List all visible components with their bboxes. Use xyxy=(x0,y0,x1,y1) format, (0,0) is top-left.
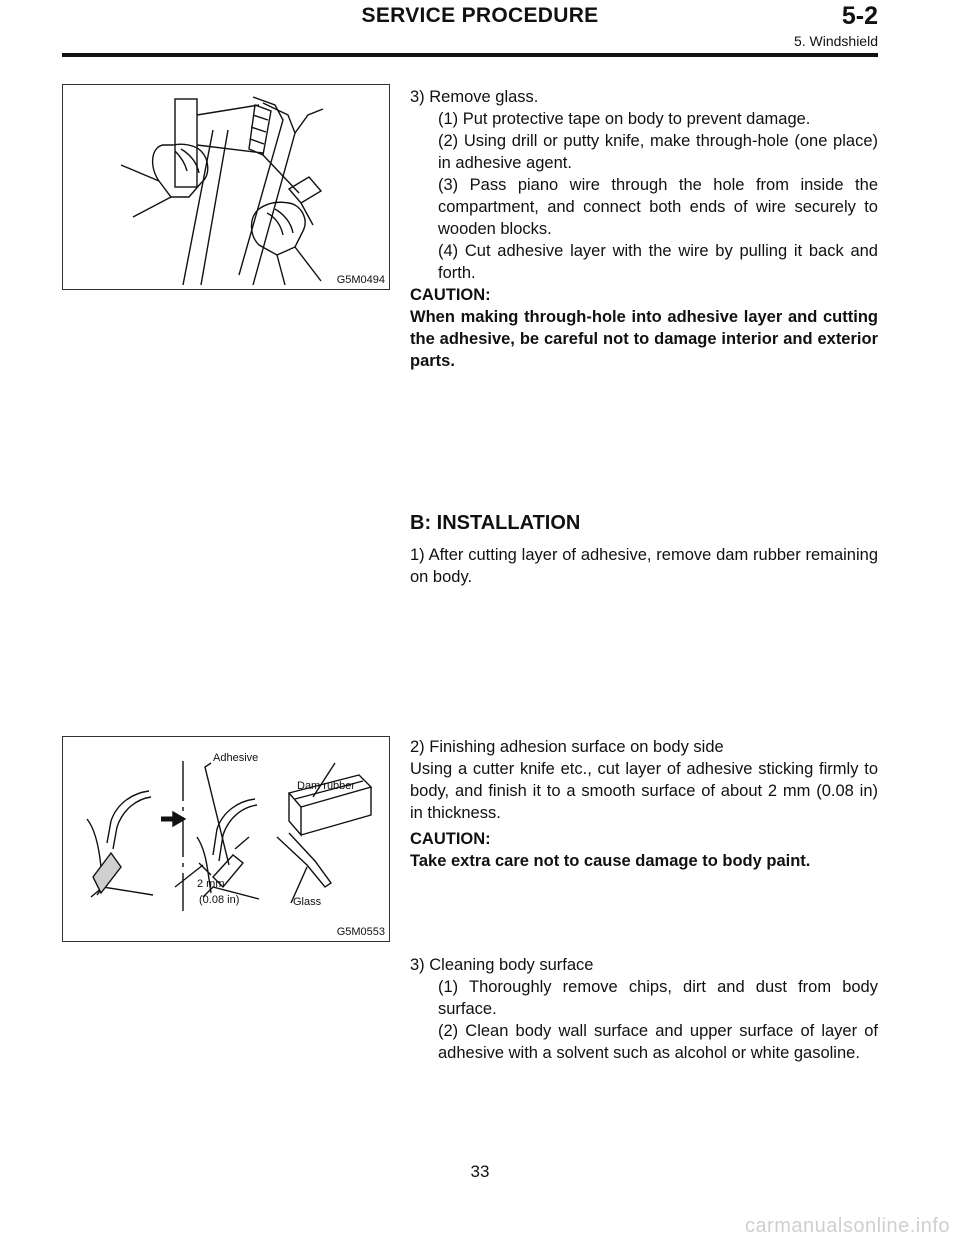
substep: (2) Clean body wall surface and upper surface of layer of adhesive with a solvent such as alcohol or white gasoline. xyxy=(438,1022,878,1062)
substep: (2) Using drill or putty knife, make through-hole (one place) in adhesive agent. xyxy=(438,132,878,172)
figure-wire-cutting xyxy=(62,84,390,290)
label-dam-rubber: Dam rubber xyxy=(297,780,356,792)
figure-adhesion-surface xyxy=(62,736,390,942)
step-text: 1) After cutting layer of adhesive, remove dam rubber remaining on body. xyxy=(410,546,878,586)
step-title: 3) Remove glass. xyxy=(410,88,539,106)
watermark: carmanualsonline.info xyxy=(744,1215,950,1237)
substep: (1) Thoroughly remove chips, dirt and dust from body surface. xyxy=(438,978,878,1018)
label-thickness-mm: 2 mm xyxy=(197,878,225,890)
removal-section xyxy=(410,86,878,372)
installation-step1 xyxy=(410,544,878,588)
label-adhesive: Adhesive xyxy=(213,752,259,764)
section-number: 5-2 xyxy=(841,2,878,30)
caution-title: CAUTION: xyxy=(410,830,491,848)
caution-text: Take extra care not to cause damage to body paint. xyxy=(410,852,811,870)
caution-text: When making through-hole into adhesive layer and cutting the adhesive, be careful not to damage interior and exterior parts. xyxy=(410,308,878,370)
header-rule xyxy=(62,53,878,57)
label-thickness-in: (0.08 in) xyxy=(199,894,240,906)
substep: (4) Cut adhesive layer with the wire by pulling it back and forth. xyxy=(438,242,878,282)
caution-title: CAUTION: xyxy=(410,286,491,304)
wire-cutting-illustration xyxy=(63,85,389,289)
section-heading: B: INSTALLATION xyxy=(410,512,581,534)
substep: (1) Put protective tape on body to prevent damage. xyxy=(438,110,811,128)
section-subtitle: 5. Windshield xyxy=(793,33,878,49)
page-title: SERVICE PROCEDURE xyxy=(361,4,599,27)
figure-code: G5M0553 xyxy=(336,926,385,938)
figure-code: G5M0494 xyxy=(336,274,385,286)
page-number: 33 xyxy=(470,1162,490,1181)
step-title: 3) Cleaning body surface xyxy=(410,956,594,974)
label-glass: Glass xyxy=(293,896,322,908)
substep: (3) Pass piano wire through the hole from inside the compartment, and connect both ends of wire securely to wooden blocks. xyxy=(438,176,878,238)
adhesion-surface-illustration xyxy=(63,737,389,941)
installation-step3 xyxy=(410,954,878,1064)
step-text: Using a cutter knife etc., cut layer of adhesive sticking firmly to body, and finish it to a smooth surface of about 2 mm (0.08 in) in thickness. xyxy=(410,760,878,822)
step-title: 2) Finishing adhesion surface on body side xyxy=(410,738,724,756)
installation-step2 xyxy=(410,736,878,872)
